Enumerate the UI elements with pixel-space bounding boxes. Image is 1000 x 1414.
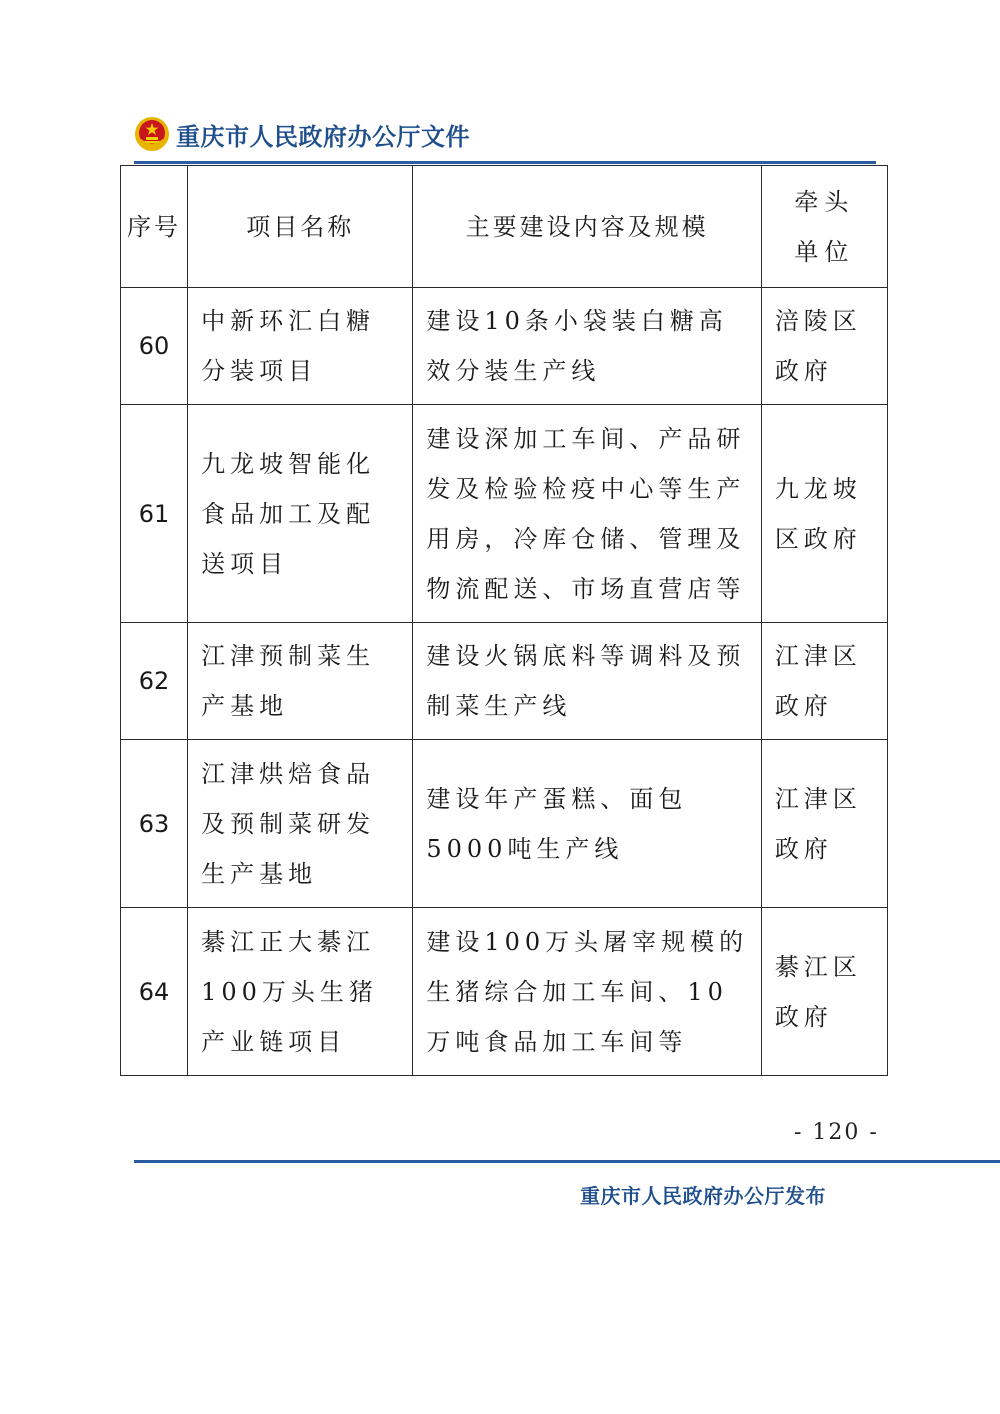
row-serial-no: 61 — [121, 405, 188, 623]
row-construction-content: 建设年产蛋糕、面包5000吨生产线 — [413, 740, 761, 908]
header-title: 重庆市人民政府办公厅文件 — [176, 122, 470, 151]
header-lead-unit: 牵头单位 — [761, 166, 887, 288]
row-serial-no: 64 — [121, 908, 188, 1076]
row-serial-no: 63 — [121, 740, 188, 908]
row-lead-unit: 涪陵区政府 — [761, 288, 887, 405]
row-lead-unit: 江津区政府 — [761, 740, 887, 908]
row-project-name: 江津烘焙食品及预制菜研发生产基地 — [188, 740, 413, 908]
table-row — [121, 908, 888, 1076]
row-construction-content: 建设100万头屠宰规模的生猪综合加工车间、10万吨食品加工车间等 — [413, 908, 761, 1076]
table-row — [121, 623, 888, 740]
footer-divider — [134, 1160, 1000, 1163]
row-lead-unit: 江津区政府 — [761, 623, 887, 740]
table-row — [121, 405, 888, 623]
row-construction-content: 建设10条小袋装白糖高效分装生产线 — [413, 288, 761, 405]
page-number: - 120 - — [794, 1120, 879, 1145]
table-row — [121, 288, 888, 405]
header-serial-no: 序号 — [121, 166, 188, 288]
header-divider — [134, 161, 876, 164]
table-header-row — [121, 166, 888, 288]
row-project-name: 江津预制菜生产基地 — [188, 623, 413, 740]
footer-publisher: 重庆市人民政府办公厅发布 — [580, 1184, 826, 1208]
row-project-name: 中新环汇白糖分装项目 — [188, 288, 413, 405]
table-row — [121, 740, 888, 908]
header-project-name: 项目名称 — [188, 166, 413, 288]
row-serial-no: 62 — [121, 623, 188, 740]
row-construction-content: 建设火锅底料等调料及预制菜生产线 — [413, 623, 761, 740]
row-serial-no: 60 — [121, 288, 188, 405]
row-construction-content: 建设深加工车间、产品研发及检验检疫中心等生产用房，冷库仓储、管理及物流配送、市场直营店等 — [413, 405, 761, 623]
row-lead-unit: 九龙坡区政府 — [761, 405, 887, 623]
row-lead-unit: 綦江区政府 — [761, 908, 887, 1076]
row-project-name: 綦江正大綦江100万头生猪产业链项目 — [188, 908, 413, 1076]
national-emblem-icon — [134, 116, 170, 152]
document-header — [134, 112, 470, 156]
project-table — [120, 165, 888, 1076]
header-construction-content: 主要建设内容及规模 — [413, 166, 761, 288]
row-project-name: 九龙坡智能化食品加工及配送项目 — [188, 405, 413, 623]
